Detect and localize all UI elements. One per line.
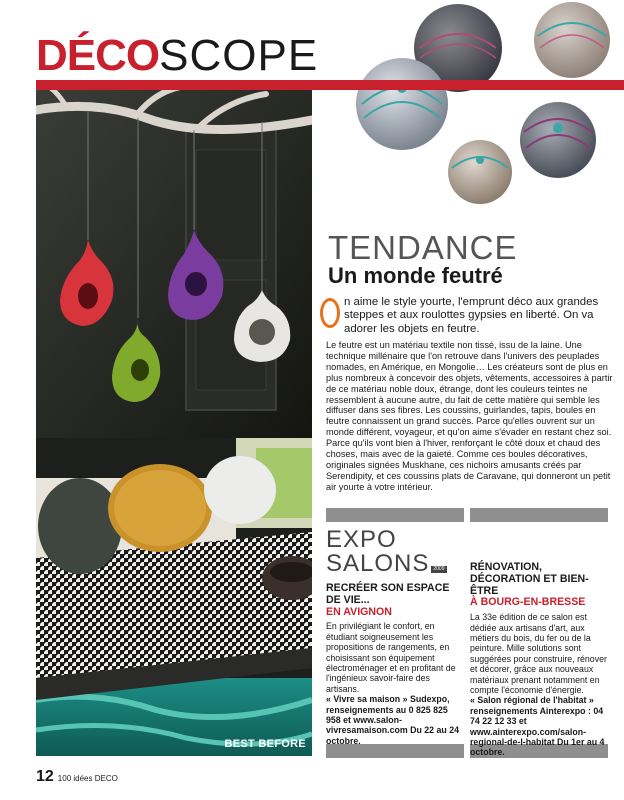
page-footer <box>36 768 118 786</box>
article-kicker: TENDANCE <box>328 229 518 266</box>
dropcap-o-icon <box>320 298 340 328</box>
felt-nests-photo <box>36 90 312 440</box>
salon-avignon-info: « Vivre sa maison » Sudexpo, renseignements au 0 825 825 958 et www.salon-vivresamaison.com Du 22 au 24 octobre. <box>326 694 459 746</box>
header-red-bar-overlay <box>36 80 624 90</box>
masthead-scope: SCOPE <box>159 31 319 80</box>
photo-credit: BEST BEFORE <box>224 738 306 750</box>
salons-label: SALONS <box>326 550 430 577</box>
masthead-deco: DÉCO <box>36 31 160 80</box>
salon-bourg-text: La 33e édition de ce salon est dédiée aux artisans d'art, aux métiers du bois, du fer ou de la peinture. Mille solutions sont suggérées pour construire, rénover et décorer, grâce aux nouveaux matériaux prenant notamment en compte l'économie d'énergie. <box>470 612 607 696</box>
expo-heading: EXPO <box>326 526 397 553</box>
salon-bourg-heading: RÉNOVATION, DÉCORATION ET BIEN-ÊTRE <box>470 561 589 597</box>
magazine-name: 100 idées DECO <box>57 774 118 783</box>
grey-bar-right-top <box>470 508 608 522</box>
salon-avignon <box>326 583 464 746</box>
grey-bar-left-top <box>326 508 464 522</box>
article-body: Le feutre est un matériau textile non tissé, issu de la laine. Une technique millénaire que l'on retrouve dans l'univers des peuplades nomades, en Amérique, en Mongolie… Les créateurs sont de plus en plus nombreux à concevoir des objets, vêtements, accessoires à partir de ce matériau noble doux, étrange, dont les couleurs teintes ne ressemblent à aucune autre, du fait de cette matière qui semble les diffuser dans ses fibres. Les coussins, guirlandes, tapis, boules en feutre connaissent un grand succès. Parce qu'elles ouvrent sur un monde différent, voyageur, et qu'on aime s'évader en restant chez soi. Parce qu'ils vont bien à l'hiver, renforçant le côté doux et chaud des choses, mais avec de la gaieté. Comme ces boules décoratives, originales signées Muskhane, ces nichoirs amusants créés par Serendipity, et ces coussins plats de Caravane, qui donneront un petit air yourte à votre intérieur. <box>326 340 613 492</box>
article-title: Un monde feutré <box>328 263 503 288</box>
page-number: 12 <box>36 768 54 785</box>
salon-avignon-text: En privilégiant le confort, en étudiant soigneusement les propositions de rangements, en choisissant son équipement électroménager et en profitant de l'ingénieux savoir-faire des artisans. <box>326 621 456 694</box>
salons-heading <box>326 552 447 578</box>
salon-avignon-heading: RECRÉER SON ESPACE DE VIE... <box>326 582 450 606</box>
salon-bourg-place: À BOURG-EN-BRESSE <box>470 596 586 609</box>
felt-balls-photo <box>350 0 624 210</box>
article-lead-text: n aime le style yourte, l'emprunt déco aux grandes steppes et aux roulottes gypsies en liberté. On va adorer les objets en feutre. <box>344 296 599 335</box>
article-lead <box>320 296 610 336</box>
salon-bourg-info: « Salon régional de l'habitat » renseignements Ainterexpo : 04 74 22 12 33 et www.ainterexpo.com/salon-regional-de-l-habitat Du 1er au 4 octobre. <box>470 695 605 758</box>
masthead <box>36 32 318 80</box>
felt-cushions-photo <box>36 438 312 756</box>
salons-year-badge: 2009 <box>433 566 445 572</box>
salon-avignon-place: EN AVIGNON <box>326 605 392 618</box>
salon-bourg <box>470 562 608 758</box>
